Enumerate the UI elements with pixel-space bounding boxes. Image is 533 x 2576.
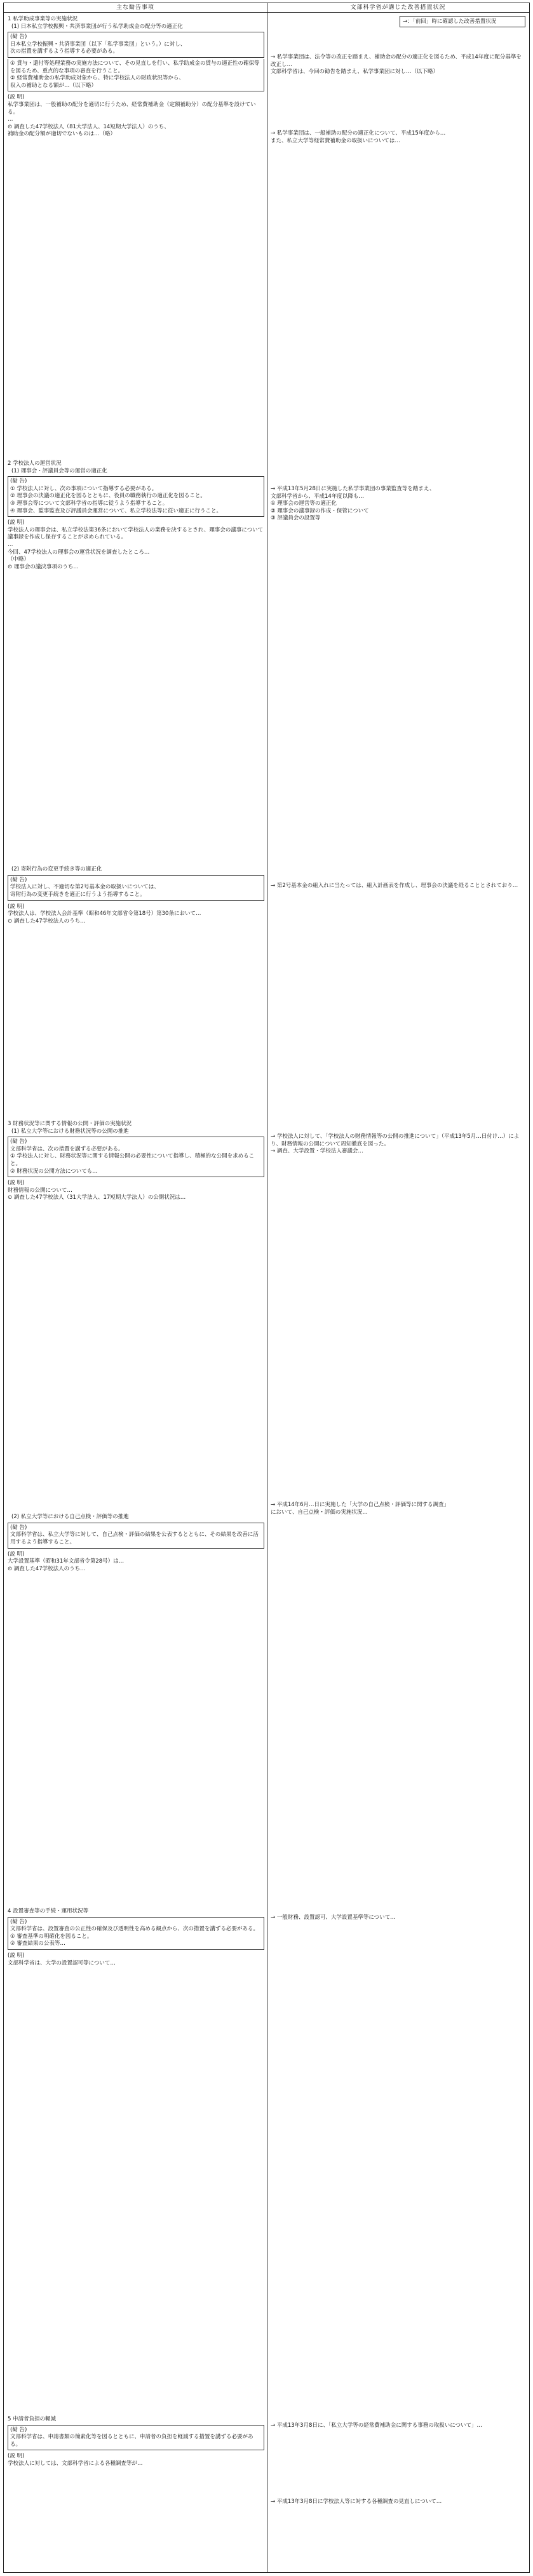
section-2 [8, 460, 264, 1100]
section-3-title: 3 財務状況等に関する情報の公開・評価の実施状況 [8, 1121, 132, 1127]
response-4 [271, 883, 526, 890]
document-sheet [3, 3, 530, 2573]
header-right: 文部科学省が講じた改善措置状況 [350, 4, 446, 11]
section-1-recommendation: (勧 告) 日本私立学校振興・共済事業団（以下「私学事業団」という。）に対し、 次の措置を講ずるよう指導する必要がある。 [8, 32, 264, 58]
section-3-1-explanation: (説 明) 財務情報の公開について… ⊙ 調査した47学校法人（31大学法人、17短期大学法人）の公開状況は… [8, 1180, 186, 1201]
section-5-recommendation: (勧 告) 文部科学省は、申請書類の簡素化等を図るとともに、申請者の負担を軽減する措置を講ずる必要がある。 [8, 2425, 264, 2451]
response-3-text: → 平成13年5月28日に実施した私学事業団の事業監査等を踏まえ、 文部科学省から、平成14年度以降も… ① 理事会の運営等の適正化 ② 理事会の議事録の作成・保管について ③ 評議員会の設置等 [271, 486, 435, 522]
response-6-text: → 平成14年6月…日に実施した「大学の自己点検・評価等に関する調査」 において、自己点検・評価の実施状況… [271, 1502, 450, 1516]
section-2-2-title: (2) 寄附行為の変更手続き等の適正化 [11, 866, 102, 873]
section-5-explanation: (説 明) 学校法人に対しては、文部科学省による各種調査等が… [8, 2453, 143, 2467]
section-2-title: 2 学校法人の運営状況 [8, 460, 62, 467]
section-5-title: 5 申請者負担の軽減 [8, 2416, 57, 2422]
section-2-2-explanation: (説 明) 学校法人は、学校法人会計基準（昭和46年文部省令第18号）第30条において… ⊙ 調査した47学校法人のうち… [8, 903, 201, 924]
header-left: 主な勧告事項 [4, 3, 267, 12]
section-5 [8, 2416, 264, 2542]
response-4-text: → 第2号基本金の組入れに当たっては、組入計画表を作成し、理事会の決議を経ることとされており… [271, 883, 518, 889]
section-3-2-title: (2) 私立大学等における自己点検・評価等の推進 [11, 1514, 129, 1521]
section-4-explanation: (説 明) 文部科学省は、大学の設置認可等について… [8, 1952, 116, 1966]
response-8 [271, 2422, 526, 2430]
section-3-2-explanation: (説 明) 大学設置基準（昭和31年文部省令第28号）は… ⊙ 調査した47学校法人のうち… [8, 1551, 125, 1572]
response-9-text: → 平成13年3月8日に学校法人等に対する各種調査の見直しについて… [271, 2499, 442, 2505]
response-5-text: → 学校法人に対して、「学校法人の財務情報等の公開の推進について」（平成13年5月…日付け…）により、財務情報の公開について周知徹底を図った。 → 調査、大学設置・学校法人審議会… [271, 1133, 520, 1155]
section-3-1-recommendation: (勧 告) 文部科学省は、次の措置を講ずる必要がある。 ① 学校法人に対し、財務状況等に関する情報公開の必要性について指導し、積極的な公開を求めること。 ② 財務状況の公開方法についても… [8, 1137, 264, 1177]
section-3 [8, 1121, 264, 1869]
section-3-1-title: (1) 私立大学等における財務状況等の公開の推進 [11, 1128, 129, 1135]
legend-box: →：「前回」時に確認した改善措置状況 [400, 16, 525, 27]
response-1-text: → 私学事業団は、法令等の改正を踏まえ、補助金の配分の適正化を図るため、平成14年度に配分基準を改正し… 文部科学省は、今回の勧告を踏まえ、私学事業団に対し…（以下略） [271, 54, 522, 76]
response-7 [271, 1914, 526, 1922]
section-1-1-title: (1) 日本私立学校振興・共済事業団が行う私学助成金の配分等の適正化 [11, 23, 183, 30]
response-1 [271, 54, 526, 76]
section-2-1-title: (1) 理事会・評議員会等の運営の適正化 [11, 467, 107, 474]
section-2-1-explanation: (説 明) 学校法人の理事会は、私立学校法第36条において学校法人の業務を決するとされ、理事会の議事について議事録を作成し保存することが求められている。 … 今回、47学校法人の理事会の運営状況を調査したところ… （中略） ⊙ 理事会の議決事項のうち… [8, 519, 264, 570]
section-4 [8, 1908, 264, 2346]
section-1-recommendation-items: ① 貸与・還付等処理業務の実施方法について、その見直しを行い、私学助成金の貸与の適正性の確保等を図るため、重点的な事項の審査を行うこと。 ② 経常費補助金の私学助成対象から、特に学校法人の財政状況等から、 収入の補助となる額が…（以下略） [8, 59, 264, 91]
section-1 [8, 16, 264, 450]
table-header [4, 3, 529, 13]
response-6 [271, 1502, 526, 1516]
section-1-title: 1 私学助成事業等の実施状況 [8, 16, 78, 22]
response-2-text: → 私学事業団は、一般補助の配分の適正化について、平成15年度から… また、私立大学等経常費補助金の取扱いについては… [271, 130, 446, 144]
response-5 [271, 1133, 526, 1156]
section-4-title: 4 設置審査等の手続・運用状況等 [8, 1908, 89, 1914]
response-7-text: → 一般財務、設置認可、大学設置基準等について… [271, 1914, 396, 1921]
section-2-1-recommendation: (勧 告) ① 学校法人に対し、次の事項について指導する必要がある。 ② 理事会の決議の適正化を図るとともに、役員の職務執行の適正化を図ること。 ③ 理事会等について文部科学省の指導に従うよう指導すること。 ④ 理事会、監事監査及び評議員会運営について、私立学校法等に従い適正に行うこと。 [8, 476, 264, 517]
response-9 [271, 2499, 526, 2506]
section-1-explanation: (説 明) 私学事業団は、一般補助の配分を適切に行うため、経常費補助金（定額補助分）の配分基準を設けている。 … ⊙ 調査した47学校法人（81大学法人、14短期大学法人）のうち、 補助金の配分額が適切でないものは…（略） [8, 94, 256, 138]
response-2 [271, 130, 526, 145]
response-3 [271, 486, 526, 523]
section-2-2-recommendation: (勧 告) 学校法人に対し、不適切な第2号基本金の取扱いについては、 寄附行為の変更手続きを適正に行うよう指導すること。 [8, 875, 264, 901]
section-4-recommendation: (勧 告) 文部科学省は、設置審査の公正性の確保及び透明性を高める観点から、次の措置を講ずる必要がある。 ① 審査基準の明確化を図ること。 ② 審査結果の公表等… [8, 1917, 264, 1950]
section-3-2-recommendation: (勧 告) 文部科学省は、私立大学等に対して、自己点検・評価の結果を公表するとともに、その結果を改善に活用するよう指導すること。 [8, 1523, 264, 1549]
response-8-text: → 平成13年3月8日に、「私立大学等の経常費補助金に関する事務の取扱いについて」… [271, 2422, 483, 2429]
